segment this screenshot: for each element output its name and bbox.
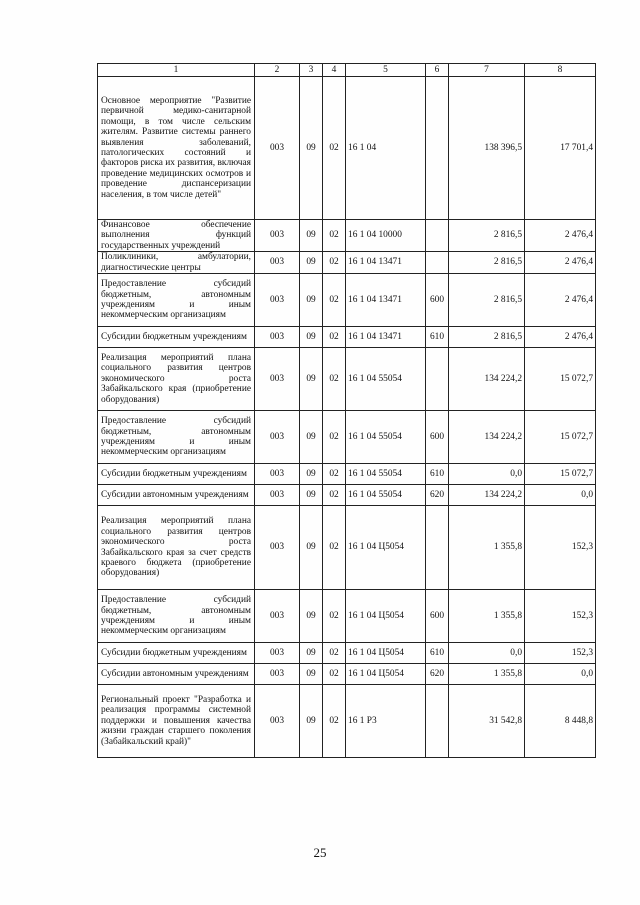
amount-actual: 152,3 <box>525 643 596 664</box>
section-code: 09 <box>300 411 323 464</box>
row-description: Предоставление субсидий бюджетным, автономным учреждениям и иным некоммерческим организациям <box>98 274 255 327</box>
column-header: 5 <box>346 64 426 77</box>
expense-type-code <box>426 252 449 274</box>
amount-plan: 134 224,2 <box>449 411 525 464</box>
admin-code: 003 <box>255 685 300 758</box>
target-article-code: 16 1 04 Ц5054 <box>346 643 426 664</box>
table-row <box>98 274 596 327</box>
page-number: 25 <box>313 845 327 860</box>
amount-plan: 1 355,8 <box>449 664 525 685</box>
target-article-code: 16 1 04 55054 <box>346 348 426 411</box>
header-row <box>98 64 596 77</box>
amount-plan: 0,0 <box>449 643 525 664</box>
table-row <box>98 220 596 252</box>
amount-plan: 2 816,5 <box>449 327 525 348</box>
section-code: 09 <box>300 685 323 758</box>
column-header: 1 <box>98 64 255 77</box>
table-row <box>98 506 596 590</box>
expense-type-code <box>426 506 449 590</box>
subsection-code: 02 <box>323 664 346 685</box>
amount-actual: 17 701,4 <box>525 77 596 220</box>
section-code: 09 <box>300 464 323 485</box>
table-row <box>98 411 596 464</box>
row-description: Субсидии бюджетным учреждениям <box>98 643 255 664</box>
table-row <box>98 464 596 485</box>
admin-code: 003 <box>255 327 300 348</box>
amount-actual: 2 476,4 <box>525 252 596 274</box>
table-row <box>98 252 596 274</box>
row-description: Финансовое обеспечение выполнения функций государственных учреждений <box>98 220 255 252</box>
subsection-code: 02 <box>323 411 346 464</box>
column-header: 8 <box>525 64 596 77</box>
target-article-code: 16 1 04 55054 <box>346 464 426 485</box>
admin-code: 003 <box>255 464 300 485</box>
expense-type-code: 610 <box>426 464 449 485</box>
amount-actual: 15 072,7 <box>525 348 596 411</box>
admin-code: 003 <box>255 643 300 664</box>
row-description: Субсидии автономным учреждениям <box>98 485 255 506</box>
expense-type-code <box>426 685 449 758</box>
section-code: 09 <box>300 643 323 664</box>
target-article-code: 16 1 04 Ц5054 <box>346 664 426 685</box>
section-code: 09 <box>300 348 323 411</box>
table-row <box>98 664 596 685</box>
target-article-code: 16 1 04 Ц5054 <box>346 590 426 643</box>
amount-actual: 2 476,4 <box>525 274 596 327</box>
table-row <box>98 685 596 758</box>
table-row <box>98 643 596 664</box>
admin-code: 003 <box>255 77 300 220</box>
amount-plan: 2 816,5 <box>449 252 525 274</box>
target-article-code: 16 1 04 Ц5054 <box>346 506 426 590</box>
section-code: 09 <box>300 327 323 348</box>
row-description: Субсидии бюджетным учреждениям <box>98 327 255 348</box>
amount-actual: 8 448,8 <box>525 685 596 758</box>
target-article-code: 16 1 04 10000 <box>346 220 426 252</box>
target-article-code: 16 1 P3 <box>346 685 426 758</box>
row-description: Основное мероприятие "Развитие первичной медико-санитарной помощи, в том числе сельским жителям. Развитие системы раннего выявления заболеваний, патологических состояний и факторов риска их развития, включая проведение медицинских осмотров и проведение диспансеризации населения, в том числе детей" <box>98 77 255 220</box>
expense-type-code <box>426 348 449 411</box>
expense-type-code: 600 <box>426 274 449 327</box>
subsection-code: 02 <box>323 590 346 643</box>
row-description: Реализация мероприятий плана социального развития центров экономического роста Забайкальского края (приобретение оборудования) <box>98 348 255 411</box>
expense-type-code: 620 <box>426 485 449 506</box>
amount-plan: 31 542,8 <box>449 685 525 758</box>
section-code: 09 <box>300 664 323 685</box>
admin-code: 003 <box>255 664 300 685</box>
admin-code: 003 <box>255 252 300 274</box>
table-row <box>98 327 596 348</box>
row-description: Предоставление субсидий бюджетным, автономным учреждениям и иным некоммерческим организациям <box>98 411 255 464</box>
amount-plan: 2 816,5 <box>449 274 525 327</box>
admin-code: 003 <box>255 274 300 327</box>
amount-actual: 152,3 <box>525 506 596 590</box>
section-code: 09 <box>300 220 323 252</box>
expense-type-code: 600 <box>426 411 449 464</box>
row-description: Субсидии бюджетным учреждениям <box>98 464 255 485</box>
table-row <box>98 348 596 411</box>
expense-type-code <box>426 77 449 220</box>
expense-type-code: 620 <box>426 664 449 685</box>
admin-code: 003 <box>255 220 300 252</box>
target-article-code: 16 1 04 55054 <box>346 411 426 464</box>
amount-actual: 2 476,4 <box>525 327 596 348</box>
column-header: 4 <box>323 64 346 77</box>
subsection-code: 02 <box>323 485 346 506</box>
subsection-code: 02 <box>323 348 346 411</box>
section-code: 09 <box>300 485 323 506</box>
row-description: Субсидии автономным учреждениям <box>98 664 255 685</box>
target-article-code: 16 1 04 55054 <box>346 485 426 506</box>
admin-code: 003 <box>255 485 300 506</box>
subsection-code: 02 <box>323 327 346 348</box>
amount-plan: 134 224,2 <box>449 348 525 411</box>
target-article-code: 16 1 04 13471 <box>346 252 426 274</box>
target-article-code: 16 1 04 13471 <box>346 274 426 327</box>
amount-actual: 15 072,7 <box>525 464 596 485</box>
admin-code: 003 <box>255 411 300 464</box>
admin-code: 003 <box>255 590 300 643</box>
subsection-code: 02 <box>323 643 346 664</box>
amount-actual: 152,3 <box>525 590 596 643</box>
row-description: Региональный проект "Разработка и реализация программы системной поддержки и повышения качества жизни граждан старшего поколения (Забайкальский край)" <box>98 685 255 758</box>
expense-type-code: 610 <box>426 327 449 348</box>
table-row <box>98 590 596 643</box>
subsection-code: 02 <box>323 506 346 590</box>
section-code: 09 <box>300 252 323 274</box>
expense-type-code: 600 <box>426 590 449 643</box>
amount-plan: 0,0 <box>449 464 525 485</box>
row-description: Предоставление субсидий бюджетным, автономным учреждениям и иным некоммерческим организациям <box>98 590 255 643</box>
amount-plan: 138 396,5 <box>449 77 525 220</box>
expense-type-code <box>426 220 449 252</box>
column-header: 6 <box>426 64 449 77</box>
admin-code: 003 <box>255 506 300 590</box>
amount-actual: 15 072,7 <box>525 411 596 464</box>
admin-code: 003 <box>255 348 300 411</box>
subsection-code: 02 <box>323 220 346 252</box>
target-article-code: 16 1 04 13471 <box>346 327 426 348</box>
section-code: 09 <box>300 77 323 220</box>
subsection-code: 02 <box>323 252 346 274</box>
table-row <box>98 77 596 220</box>
section-code: 09 <box>300 590 323 643</box>
amount-plan: 1 355,8 <box>449 506 525 590</box>
column-header: 7 <box>449 64 525 77</box>
amount-actual: 0,0 <box>525 664 596 685</box>
amount-plan: 2 816,5 <box>449 220 525 252</box>
budget-table <box>97 63 596 758</box>
row-description: Реализация мероприятий плана социального развития центров экономического роста Забайкальского края за счет средств краевого бюджета (приобретение оборудования) <box>98 506 255 590</box>
expense-type-code: 610 <box>426 643 449 664</box>
amount-actual: 0,0 <box>525 485 596 506</box>
subsection-code: 02 <box>323 685 346 758</box>
table-row <box>98 485 596 506</box>
subsection-code: 02 <box>323 464 346 485</box>
column-header: 2 <box>255 64 300 77</box>
amount-plan: 134 224,2 <box>449 485 525 506</box>
subsection-code: 02 <box>323 77 346 220</box>
amount-plan: 1 355,8 <box>449 590 525 643</box>
subsection-code: 02 <box>323 274 346 327</box>
row-description: Поликлиники, амбулатории, диагностические центры <box>98 252 255 274</box>
section-code: 09 <box>300 274 323 327</box>
target-article-code: 16 1 04 <box>346 77 426 220</box>
amount-actual: 2 476,4 <box>525 220 596 252</box>
section-code: 09 <box>300 506 323 590</box>
column-header: 3 <box>300 64 323 77</box>
